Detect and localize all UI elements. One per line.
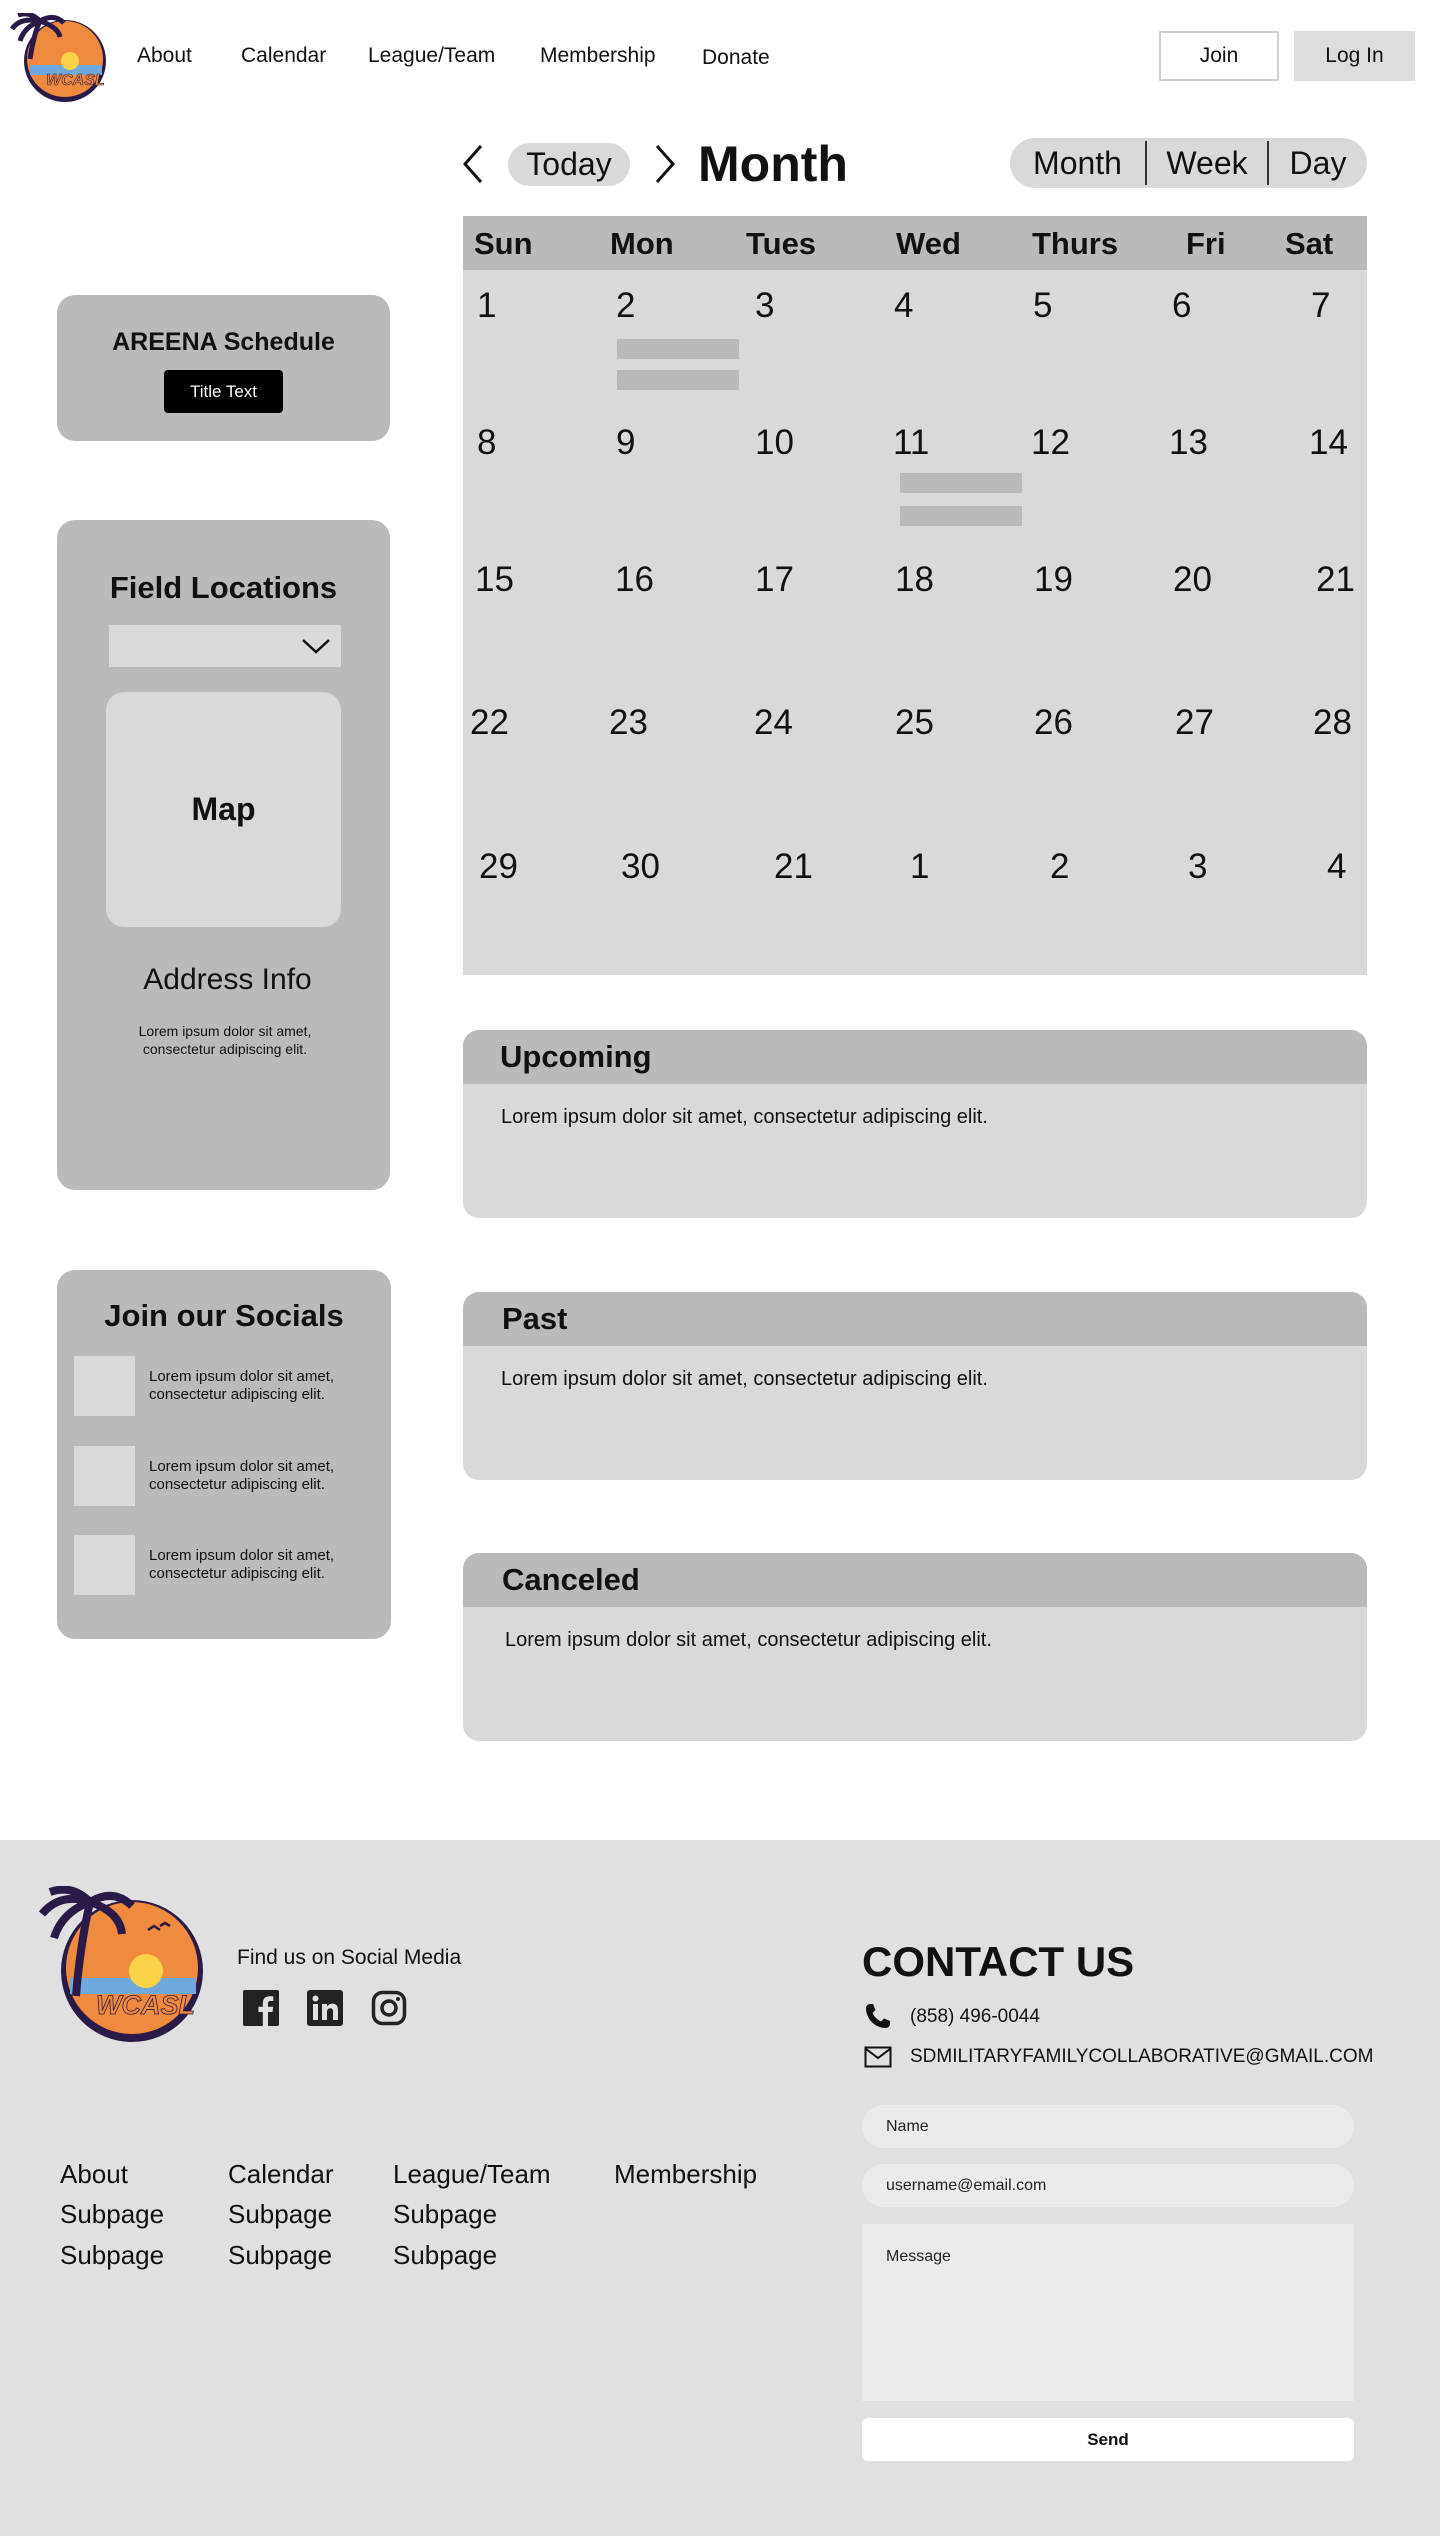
footer-link-membership[interactable]: Membership xyxy=(614,2159,758,2189)
facebook-icon[interactable] xyxy=(243,1990,279,2026)
day-cell[interactable]: 3 xyxy=(1188,847,1208,886)
day-cell[interactable]: 23 xyxy=(609,703,648,742)
panel-title: Join our Socials xyxy=(104,1298,344,1333)
event-bar[interactable] xyxy=(900,473,1022,493)
weekday-label: Tues xyxy=(746,226,817,261)
nav-calendar[interactable]: Calendar xyxy=(241,44,327,67)
social-text: Lorem ipsum dolor sit amet, consectetur adipiscing elit. xyxy=(149,1368,335,1403)
day-cell[interactable]: 20 xyxy=(1173,560,1212,599)
contact-title: CONTACT US xyxy=(862,1938,1135,1985)
message-field[interactable]: Message xyxy=(862,2224,1354,2401)
card-title: Canceled xyxy=(502,1562,640,1597)
location-select[interactable] xyxy=(109,625,341,667)
prev-month-icon[interactable] xyxy=(460,142,486,186)
day-cell[interactable]: 1 xyxy=(910,847,930,886)
day-cell[interactable]: 4 xyxy=(894,286,914,325)
contact-email[interactable]: SDMILITARYFAMILYCOLLABORATIVE@GMAIL.COM xyxy=(910,2046,1374,2067)
arena-schedule-panel xyxy=(57,295,390,441)
contact-phone[interactable]: (858) 496-0044 xyxy=(910,2006,1040,2027)
day-cell[interactable]: 21 xyxy=(774,847,813,886)
footer-link-calendar[interactable]: Calendar xyxy=(228,2159,334,2189)
social-text: Lorem ipsum dolor sit amet, consectetur adipiscing elit. xyxy=(149,1458,335,1493)
calendar-title: Month xyxy=(698,136,848,192)
day-cell[interactable]: 28 xyxy=(1313,703,1352,742)
day-cell[interactable]: 11 xyxy=(893,423,930,462)
weekday-label: Thurs xyxy=(1032,226,1119,261)
day-cell[interactable]: 26 xyxy=(1034,703,1073,742)
card-text: Lorem ipsum dolor sit amet, consectetur adipiscing elit. xyxy=(501,1106,988,1128)
canceled-card xyxy=(463,1553,1367,1741)
footer-link-subpage[interactable]: Subpage xyxy=(393,2240,498,2270)
nav-donate[interactable]: Donate xyxy=(702,46,770,69)
day-cell[interactable]: 4 xyxy=(1327,847,1347,886)
event-bar[interactable] xyxy=(617,370,739,390)
day-cell[interactable]: 16 xyxy=(615,560,654,599)
weekday-label: Mon xyxy=(610,226,674,261)
weekday-label: Sun xyxy=(474,226,533,261)
day-cell[interactable]: 10 xyxy=(755,423,794,462)
day-cell[interactable]: 25 xyxy=(895,703,934,742)
card-text: Lorem ipsum dolor sit amet, consectetur adipiscing elit. xyxy=(501,1368,988,1390)
card-title: Upcoming xyxy=(500,1039,652,1074)
logo-text: WCASL xyxy=(46,72,105,89)
address-text: Lorem ipsum dolor sit amet, consectetur adipiscing elit. xyxy=(138,1023,312,1057)
day-cell[interactable]: 8 xyxy=(477,423,497,462)
social-thumbnail[interactable] xyxy=(74,1535,135,1595)
mail-icon xyxy=(864,2046,892,2068)
title-text-button[interactable]: Title Text xyxy=(164,370,283,413)
linkedin-icon[interactable] xyxy=(307,1990,343,2026)
footer-link-subpage[interactable]: Subpage xyxy=(60,2240,165,2270)
social-media-label: Find us on Social Media xyxy=(237,1946,462,1969)
day-cell[interactable]: 9 xyxy=(616,423,636,462)
nav-membership[interactable]: Membership xyxy=(540,44,656,67)
footer-link-subpage[interactable]: Subpage xyxy=(228,2240,333,2270)
day-cell[interactable]: 6 xyxy=(1172,286,1192,325)
day-cell[interactable]: 21 xyxy=(1316,560,1355,599)
day-cell[interactable]: 3 xyxy=(755,286,775,325)
map[interactable]: Map xyxy=(106,692,341,927)
card-title: Past xyxy=(502,1301,568,1336)
day-cell[interactable]: 12 xyxy=(1031,423,1070,462)
day-cell[interactable]: 14 xyxy=(1309,423,1348,462)
day-cell[interactable]: 18 xyxy=(895,560,934,599)
day-cell[interactable]: 2 xyxy=(1050,847,1070,886)
join-button[interactable]: Join xyxy=(1159,31,1279,81)
phone-icon xyxy=(864,2002,892,2030)
weekday-label: Fri xyxy=(1186,226,1226,261)
day-cell[interactable]: 27 xyxy=(1175,703,1214,742)
past-card xyxy=(463,1292,1367,1480)
footer-link-about[interactable]: About xyxy=(60,2159,128,2189)
event-bar[interactable] xyxy=(617,339,739,359)
footer-link-subpage[interactable]: Subpage xyxy=(228,2199,333,2229)
address-title: Address Info xyxy=(143,963,312,996)
panel-title: Field Locations xyxy=(109,570,338,605)
weekday-label: Wed xyxy=(896,226,961,261)
instagram-icon[interactable] xyxy=(371,1990,407,2026)
view-month-button[interactable]: Month xyxy=(1033,144,1122,181)
event-bar[interactable] xyxy=(900,506,1022,526)
nav-about[interactable]: About xyxy=(137,44,192,67)
next-month-icon[interactable] xyxy=(652,142,678,186)
weekday-header xyxy=(463,216,1367,270)
day-cell[interactable]: 19 xyxy=(1034,560,1073,599)
email-field[interactable]: username@email.com xyxy=(862,2164,1354,2207)
day-cell[interactable]: 15 xyxy=(475,560,514,599)
login-button[interactable]: Log In xyxy=(1294,31,1415,81)
social-thumbnail[interactable] xyxy=(74,1356,135,1416)
nav-league-team[interactable]: League/Team xyxy=(368,44,496,67)
day-cell[interactable]: 24 xyxy=(754,703,793,742)
card-text: Lorem ipsum dolor sit amet, consectetur adipiscing elit. xyxy=(505,1629,992,1651)
calendar-grid xyxy=(463,216,1367,975)
day-cell[interactable]: 17 xyxy=(755,560,794,599)
day-cell[interactable]: 7 xyxy=(1311,286,1331,325)
name-field[interactable]: Name xyxy=(862,2105,1354,2148)
day-cell[interactable]: 13 xyxy=(1169,423,1208,462)
upcoming-card xyxy=(463,1030,1367,1218)
view-day-button[interactable]: Day xyxy=(1289,144,1347,181)
day-cell[interactable]: 2 xyxy=(616,286,636,325)
send-button[interactable]: Send xyxy=(862,2418,1354,2461)
day-cell[interactable]: 30 xyxy=(621,847,660,886)
day-cell[interactable]: 29 xyxy=(479,847,518,886)
site-logo[interactable] xyxy=(10,13,110,103)
panel-title: AREENA Schedule xyxy=(112,328,335,356)
day-cell[interactable]: 5 xyxy=(1033,286,1053,325)
day-cell[interactable]: 1 xyxy=(477,286,497,325)
card-header xyxy=(463,1292,1367,1346)
footer-link-league-team[interactable]: League/Team xyxy=(393,2159,551,2189)
social-text: Lorem ipsum dolor sit amet, consectetur adipiscing elit. xyxy=(149,1547,335,1582)
footer-logo[interactable] xyxy=(36,1886,206,2046)
weekday-label: Sat xyxy=(1285,226,1334,261)
footer-logo-text: WCASL xyxy=(96,1990,195,2020)
footer-link-subpage[interactable]: Subpage xyxy=(60,2199,165,2229)
chevron-down-icon xyxy=(301,636,331,656)
today-button[interactable]: Today xyxy=(508,143,630,186)
footer-link-subpage[interactable]: Subpage xyxy=(393,2199,498,2229)
view-week-button[interactable]: Week xyxy=(1166,144,1248,181)
social-thumbnail[interactable] xyxy=(74,1446,135,1506)
view-switcher xyxy=(1010,138,1367,188)
day-cell[interactable]: 22 xyxy=(470,703,509,742)
